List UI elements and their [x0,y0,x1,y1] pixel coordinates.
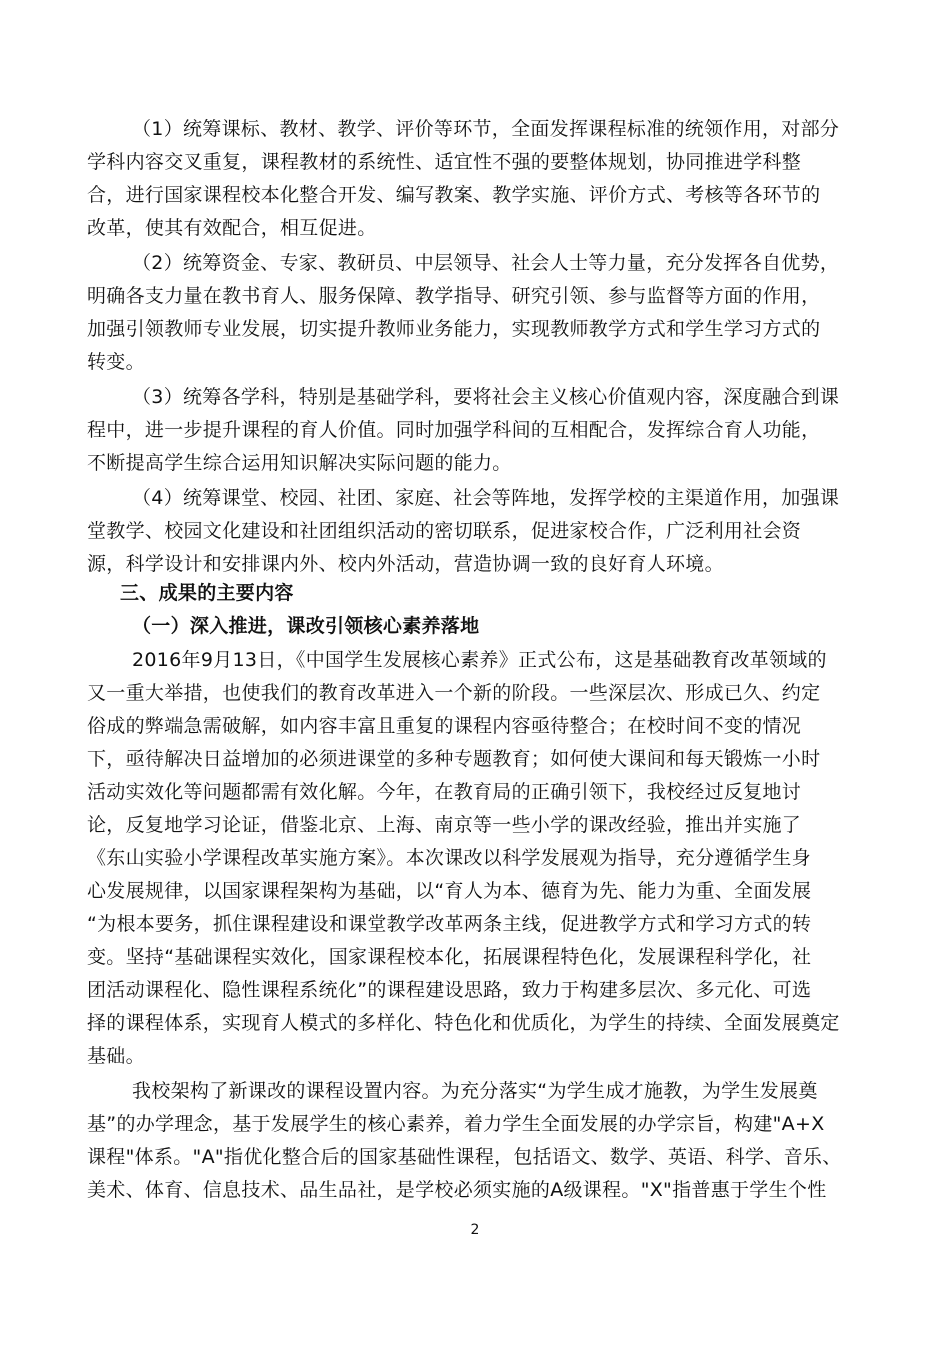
text-line: 改革，使其有效配合，相互促进。 [87,217,377,239]
text-line: （4）统筹课堂、校园、社团、家庭、社会等阵地，发挥学校的主渠道作用，加强课 [132,487,840,509]
text-line: “为根本要务，抓住课程建设和课堂教学改革两条主线，促进教学方式和学习方式的转 [87,913,812,935]
text-line: 2016年9月13日，《中国学生发展核心素养》正式公布，这是基础教育改革领域的 [132,649,827,671]
text-line: 变。坚持“基础课程实效化，国家课程校本化，拓展课程特色化，发展课程科学化，社 [87,946,812,968]
text-line: 不断提高学生综合运用知识解决实际问题的能力。 [87,452,512,474]
text-line: （1）统筹课标、教材、教学、评价等环节，全面发挥课程标准的统领作用，对部分 [132,118,840,140]
text-line: 美术、体育、信息技术、品生品社，是学校必须实施的A级课程。"X"指普惠于学生个性 [87,1179,827,1201]
text-line: 基础。 [87,1045,145,1067]
page-number: 2 [470,1222,480,1238]
text-line: 转变。 [87,351,145,373]
text-line: 合，进行国家课程校本化整合开发、编写教案、教学实施、评价方式、考核等各环节的 [87,184,821,206]
text-line: 又一重大举措，也使我们的教育改革进入一个新的阶段。一些深层次、形成已久、约定 [87,682,821,704]
text-line: 论，反复地学习论证，借鉴北京、上海、南京等一些小学的课改经验，推出并实施了 [87,814,802,836]
text-line: 堂教学、校园文化建设和社团组织活动的密切联系，促进家校合作，广泛利用社会资 [87,520,802,542]
text-line: （3）统筹各学科，特别是基础学科，要将社会主义核心价值观内容，深度融合到课 [132,386,840,408]
section-heading: 三、成果的主要内容 [120,582,294,604]
text-line: 基”的办学理念，基于发展学生的核心素养，着力学生全面发展的办学宗旨，构建"A+X [87,1113,825,1135]
text-line: 学科内容交叉重复，课程教材的系统性、适宜性不强的要整体规划，协同推进学科整 [87,151,802,173]
text-line: （2）统筹资金、专家、教研员、中层领导、社会人士等力量，充分发挥各自优势， [132,252,840,274]
text-line: 《东山实验小学课程改革实施方案》。本次课改以科学发展观为指导，充分遵循学生身 [87,847,811,869]
text-line: 下，亟待解决日益增加的必须进课堂的多种专题教育；如何使大课间和每天锻炼一小时 [87,748,821,770]
text-line: 活动实效化等问题都需有效化解。今年，在教育局的正确引领下，我校经过反复地讨 [87,781,802,803]
text-line: 团活动课程化、隐性课程系统化”的课程建设思路，致力于构建多层次、多元化、可选 [87,979,812,1001]
text-line: 程中，进一步提升课程的育人价值。同时加强学科间的互相配合，发挥综合育人功能， [87,419,821,441]
text-line: 课程"体系。"A"指优化整合后的国家基础性课程，包括语文、数学、英语、科学、音乐、 [87,1146,842,1168]
text-line: 明确各支力量在教书育人、服务保障、教学指导、研究引领、参与监督等方面的作用， [87,285,821,307]
text-line: 择的课程体系，实现育人模式的多样化、特色化和优质化，为学生的持续、全面发展奠定 [87,1012,840,1034]
text-line: 心发展规律，以国家课程架构为基础，以“育人为本、德育为先、能力为重、全面发展 [87,880,812,902]
text-line: 加强引领教师专业发展，切实提升教师业务能力，实现教师教学方式和学生学习方式的 [87,318,821,340]
text-line: 源，科学设计和安排课内外、校内外活动，营造协调一致的良好育人环境。 [87,553,724,575]
text-line: 我校架构了新课改的课程设置内容。为充分落实“为学生成才施教，为学生发展奠 [132,1080,818,1102]
subsection-heading: （一）深入推进，课改引领核心素养落地 [132,615,480,637]
text-line: 俗成的弊端急需破解，如内容丰富且重复的课程内容亟待整合；在校时间不变的情况 [87,715,802,737]
